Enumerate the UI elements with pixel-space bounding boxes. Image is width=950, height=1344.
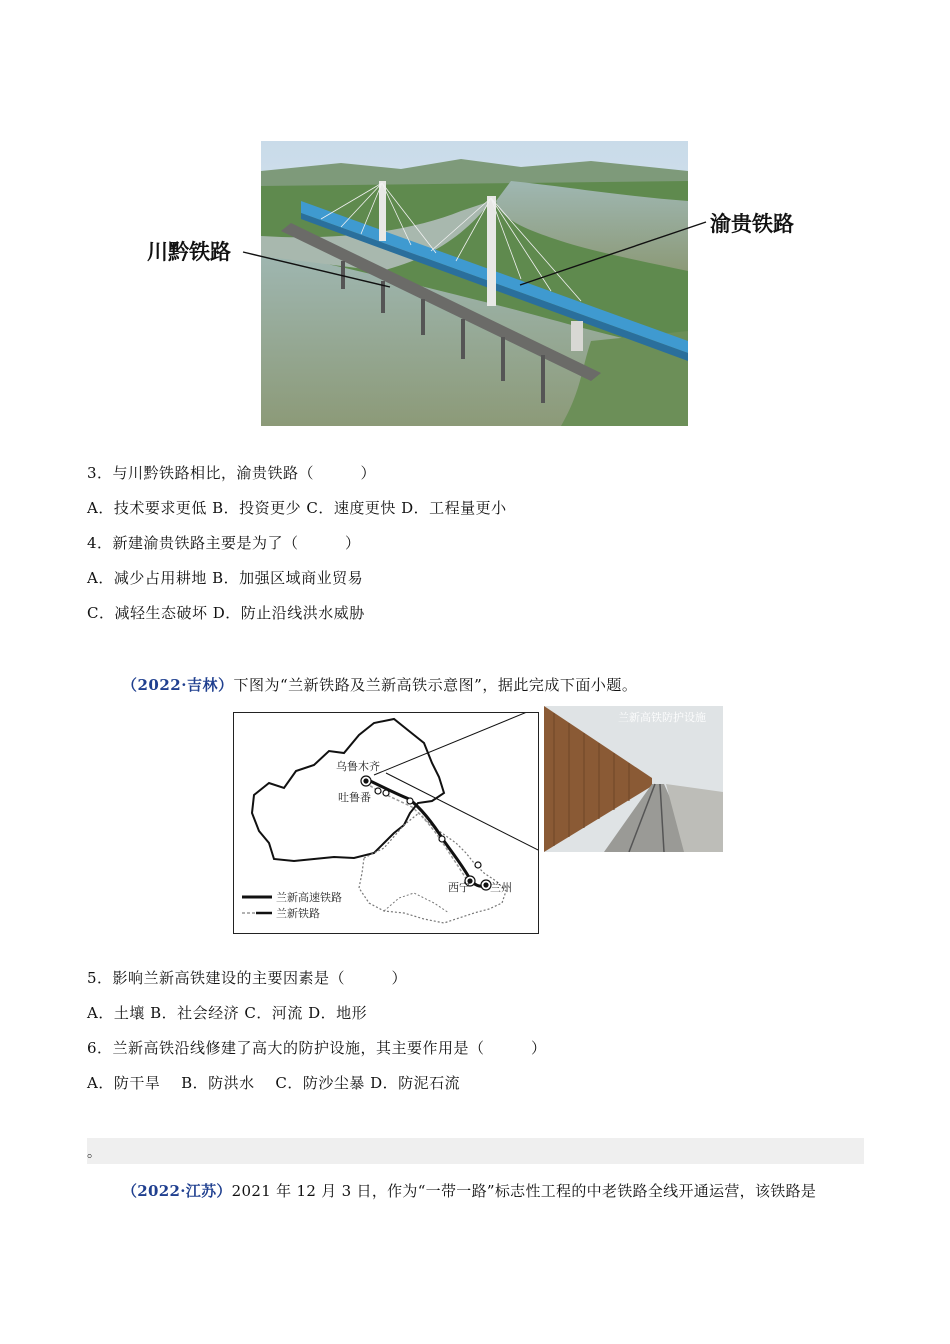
question-6-options: A．防干旱 B．防洪水 C．防沙尘暴 D．防泥石流: [87, 1074, 461, 1092]
photo-caption: 兰新高铁防护设施: [618, 711, 706, 724]
protective-facility-illustration: [544, 706, 723, 852]
intro-jiangsu: [122, 1180, 816, 1201]
label-yugui-railway: 渝贵铁路: [710, 212, 794, 236]
question-3: 3．与川黔铁路相比，渝贵铁路（ ）: [87, 464, 377, 482]
intro-jilin-text: 下图为“兰新铁路及兰新高铁示意图”，据此完成下面小题。: [233, 676, 638, 694]
legend-hsr: 兰新高速铁路: [276, 891, 342, 904]
question-4-options-2: C．减轻生态破坏 D．防止沿线洪水威胁: [87, 604, 365, 622]
question-5-options: A．土壤 B．社会经济 C．河流 D．地形: [87, 1004, 368, 1022]
grey-note-text: 。: [87, 1145, 101, 1161]
intro-jiangsu-text: 2021 年 12 月 3 日，作为“一带一路”标志性工程的中老铁路全线开通运营，该铁路是: [231, 1182, 817, 1200]
lanxin-map: [233, 712, 539, 934]
city-xining: 西宁: [448, 881, 470, 894]
protective-facility-photo: [544, 706, 723, 852]
source-jilin: （2022·吉林）: [122, 676, 234, 694]
legend-rail: 兰新铁路: [276, 907, 320, 920]
grey-note-bar: [87, 1138, 864, 1164]
map-legend: [242, 890, 342, 920]
label-chuanqian-railway: 川黔铁路: [147, 240, 231, 264]
lanxin-map-drawing: [234, 713, 538, 933]
intro-jilin: [122, 674, 637, 695]
question-4-options-1: A．减少占用耕地 B．加强区域商业贸易: [87, 569, 364, 587]
question-4: 4．新建渝贵铁路主要是为了（ ）: [87, 534, 361, 552]
question-3-options: A．技术要求更低 B．投资更少 C．速度更快 D．工程量更小: [87, 499, 507, 517]
question-5: 5．影响兰新高铁建设的主要因素是（ ）: [87, 969, 408, 987]
city-urumqi: 乌鲁木齐: [336, 760, 380, 773]
city-lanzhou: 兰州: [490, 881, 512, 894]
label-leader-lines: [0, 0, 950, 450]
city-turpan: 吐鲁番: [338, 791, 371, 804]
source-jiangsu: （2022·江苏）: [122, 1182, 232, 1200]
question-6: 6．兰新高铁沿线修建了高大的防护设施，其主要作用是（ ）: [87, 1039, 547, 1057]
